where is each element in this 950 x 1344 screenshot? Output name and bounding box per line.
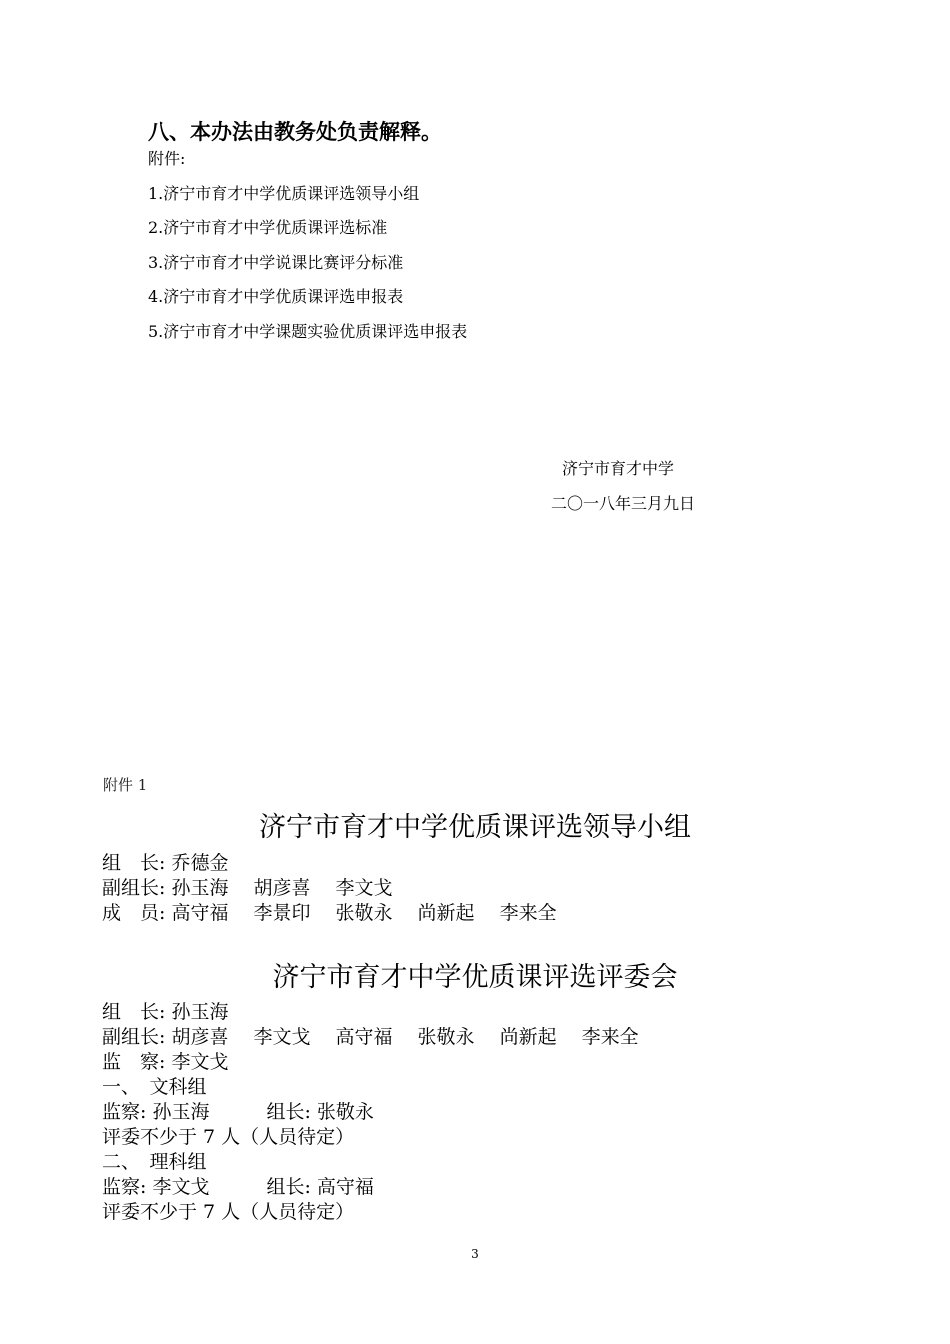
leadership-vice-leaders: 副组长: 孙玉海 胡彦喜 李文戈 — [102, 877, 393, 899]
committee-vice-leaders: 副组长: 胡彦喜 李文戈 高守福 张敬永 尚新起 李来全 — [102, 1026, 639, 1048]
leadership-leader: 组 长: 乔德金 — [102, 852, 229, 874]
attachment-item: 5.济宁市育才中学课题实验优质课评选申报表 — [148, 322, 468, 341]
committee-title: 济宁市育才中学优质课评选评委会 — [272, 962, 678, 993]
section-eight-heading: 八、本办法由教务处负责解释。 — [148, 120, 442, 144]
science-group-line: 监察: 李文戈 组长: 高守福 — [102, 1176, 374, 1198]
attachments-label: 附件: — [148, 149, 186, 168]
leadership-members: 成 员: 高守福 李景印 张敬永 尚新起 李来全 — [102, 902, 557, 924]
signature-date: 二〇一八年三月九日 — [551, 494, 696, 513]
page-number: 3 — [471, 1247, 479, 1261]
science-group-heading: 二、 理科组 — [102, 1151, 207, 1173]
arts-group-heading: 一、 文科组 — [102, 1076, 207, 1098]
committee-supervisor: 监 察: 李文戈 — [102, 1051, 229, 1073]
signature-org: 济宁市育才中学 — [562, 459, 675, 478]
attachment-1-label: 附件 1 — [103, 776, 148, 794]
committee-leader: 组 长: 孙玉海 — [102, 1001, 229, 1023]
attachment-item: 1.济宁市育才中学优质课评选领导小组 — [148, 184, 420, 203]
attachment-item: 4.济宁市育才中学优质课评选申报表 — [148, 287, 404, 306]
arts-group-judges: 评委不少于 7 人（人员待定） — [102, 1126, 355, 1148]
attachment-item: 2.济宁市育才中学优质课评选标准 — [148, 218, 388, 237]
leadership-title: 济宁市育才中学优质课评选领导小组 — [259, 812, 691, 843]
arts-group-line: 监察: 孙玉海 组长: 张敬永 — [102, 1101, 374, 1123]
attachment-item: 3.济宁市育才中学说课比赛评分标准 — [148, 253, 404, 272]
science-group-judges: 评委不少于 7 人（人员待定） — [102, 1201, 355, 1223]
